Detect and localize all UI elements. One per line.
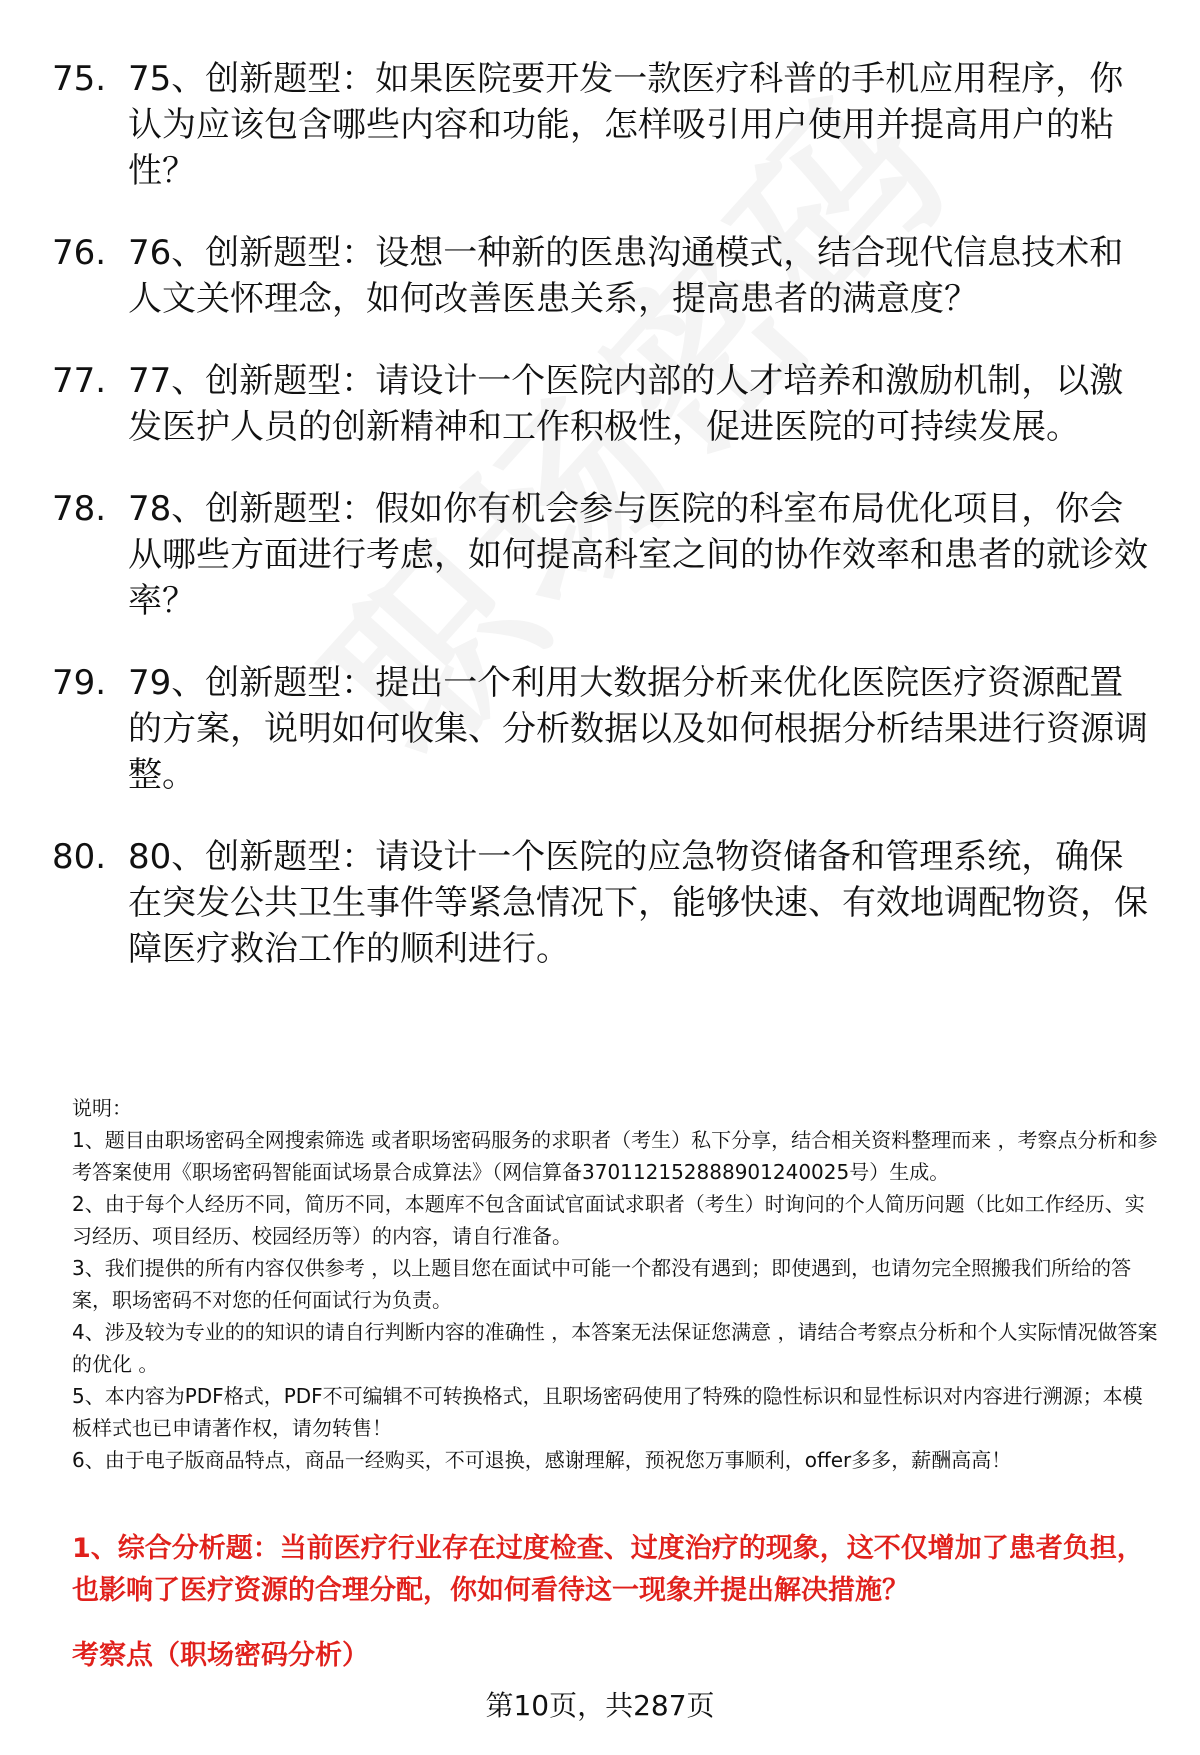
list-item — [0, 358, 1200, 450]
question-text: 79、创新题型：提出一个利用大数据分析来优化医院医疗资源配置的方案，说明如何收集、分析数据以及如何根据分析结果进行资源调整。 — [128, 663, 1148, 795]
note-item: 2、由于每个人经历不同，简历不同，本题库不包含面试官面试求职者（考生）时询问的个人简历问题（比如工作经历、实习经历、项目经历、校园经历等）的内容，请自行准备。 — [72, 1192, 1145, 1248]
note-item: 1、题目由职场密码全网搜索筛选 或者职场密码服务的求职者（考生）私下分享，结合相关资料整理而来 ，考察点分析和参考答案使用《职场密码智能面试场景合成算法》（网信算备370112152888901240025号）生成。 — [72, 1128, 1158, 1184]
question-number: 77. — [52, 361, 107, 401]
question-text: 80、创新题型：请设计一个医院的应急物资储备和管理系统，确保在突发公共卫生事件等紧急情况下，能够快速、有效地调配物资，保障医疗救治工作的顺利进行。 — [128, 837, 1148, 969]
question-text: 78、创新题型：假如你有机会参与医院的科室布局优化项目，你会从哪些方面进行考虑，如何提高科室之间的协作效率和患者的就诊效率？ — [128, 489, 1148, 621]
note-item: 5、本内容为PDF格式，PDF不可编辑不可转换格式，且职场密码使用了特殊的隐性标识和显性标识对内容进行溯源；本模板样式也已申请著作权，请勿转售！ — [72, 1384, 1143, 1440]
note-item: 4、涉及较为专业的的知识的请自行判断内容的准确性 ，本答案无法保证您满意 ，请结合考察点分析和个人实际情况做答案的优化 。 — [72, 1320, 1158, 1376]
list-item — [0, 486, 1200, 624]
notes-section — [72, 1092, 1162, 1476]
question-number: 76. — [52, 233, 107, 273]
question-text: 76、创新题型：设想一种新的医患沟通模式，结合现代信息技术和人文关怀理念，如何改善医患关系，提高患者的满意度？ — [128, 233, 1124, 319]
list-item — [0, 834, 1200, 972]
question-text: 75、创新题型：如果医院要开发一款医疗科普的手机应用程序，你认为应该包含哪些内容和功能，怎样吸引用户使用并提高用户的粘性？ — [128, 59, 1124, 191]
list-item — [0, 230, 1200, 322]
question-number: 80. — [52, 837, 107, 877]
question-number: 79. — [52, 663, 107, 703]
question-number: 75. — [52, 59, 107, 99]
page-footer: 第10页，共287页 — [485, 1689, 715, 1722]
question-list — [0, 56, 1200, 1008]
analysis-subheading: 考察点（职场密码分析） — [72, 1640, 369, 1671]
note-item: 6、由于电子版商品特点，商品一经购买，不可退换，感谢理解，预祝您万事顺利，offer多多，薪酬高高！ — [72, 1448, 1012, 1472]
question-text: 77、创新题型：请设计一个医院内部的人才培养和激励机制，以激发医护人员的创新精神和工作积极性，促进医院的可持续发展。 — [128, 361, 1124, 447]
question-number: 78. — [52, 489, 107, 529]
list-item — [0, 660, 1200, 798]
list-item — [0, 56, 1200, 194]
notes-heading: 说明： — [72, 1096, 132, 1120]
note-item: 3、我们提供的所有内容仅供参考 ，以上题目您在面试中可能一个都没有遇到；即使遇到，也请勿完全照搬我们所给的答案，职场密码不对您的任何面试行为负责。 — [72, 1256, 1132, 1312]
analysis-question: 1、综合分析题：当前医疗行业存在过度检查、过度治疗的现象，这不仅增加了患者负担，也影响了医疗资源的合理分配，你如何看待这一现象并提出解决措施？ — [72, 1533, 1144, 1606]
